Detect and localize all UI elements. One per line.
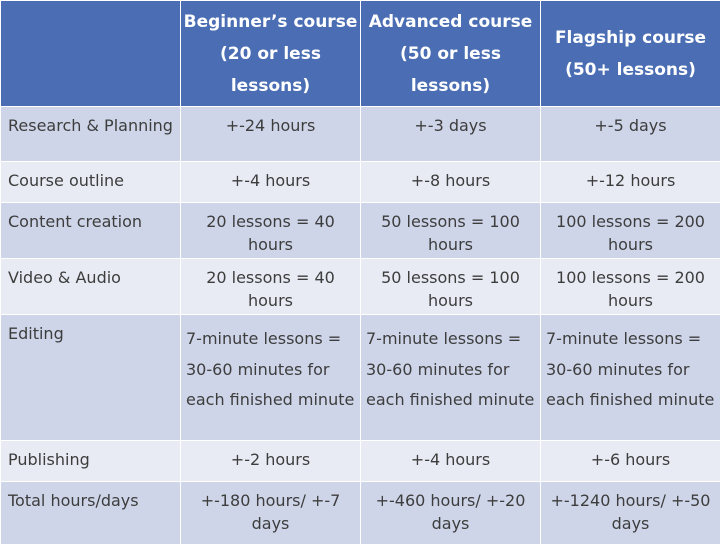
cell-flagship: +-6 hours <box>541 441 720 482</box>
cell-advanced: +-460 hours/ +-20 days <box>361 482 541 545</box>
cell-advanced: 7-minute lessons = 30-60 minutes for each finished minute <box>361 315 541 441</box>
header-corner-cell <box>1 1 181 107</box>
table-row <box>1 162 720 203</box>
header-flagship-course: Flagship course (50+ lessons) <box>541 1 720 107</box>
cell-advanced: +-8 hours <box>361 162 541 203</box>
row-label-publishing: Publishing <box>1 441 181 482</box>
cell-beginner: +-180 hours/ +-7 days <box>181 482 361 545</box>
table-row <box>1 315 720 441</box>
cell-advanced: 50 lessons = 100 hours <box>361 259 541 315</box>
cell-flagship: 7-minute lessons = 30-60 minutes for each finished minute <box>541 315 720 441</box>
cell-beginner: +-24 hours <box>181 107 361 162</box>
header-advanced-course: Advanced course (50 or less lessons) <box>361 1 541 107</box>
cell-beginner: 7-minute lessons = 30-60 minutes for each finished minute <box>181 315 361 441</box>
table-row <box>1 441 720 482</box>
header-beginner-course: Beginner’s course (20 or less lessons) <box>181 1 361 107</box>
cell-flagship: +-1240 hours/ +-50 days <box>541 482 720 545</box>
table-row <box>1 482 720 545</box>
cell-flagship: +-5 days <box>541 107 720 162</box>
table-row <box>1 107 720 162</box>
row-label-course-outline: Course outline <box>1 162 181 203</box>
cell-advanced: +-4 hours <box>361 441 541 482</box>
row-label-content-creation: Content creation <box>1 203 181 259</box>
table-row <box>1 203 720 259</box>
row-label-editing: Editing <box>1 315 181 441</box>
cell-beginner: 20 lessons = 40 hours <box>181 259 361 315</box>
cell-flagship: 100 lessons = 200 hours <box>541 259 720 315</box>
row-label-video-audio: Video & Audio <box>1 259 181 315</box>
table-header-row <box>1 1 720 107</box>
row-label-total-hours-days: Total hours/days <box>1 482 181 545</box>
cell-beginner: 20 lessons = 40 hours <box>181 203 361 259</box>
cell-beginner: +-4 hours <box>181 162 361 203</box>
table-row <box>1 259 720 315</box>
cell-flagship: +-12 hours <box>541 162 720 203</box>
cell-beginner: +-2 hours <box>181 441 361 482</box>
row-label-research-planning: Research & Planning <box>1 107 181 162</box>
cell-advanced: 50 lessons = 100 hours <box>361 203 541 259</box>
cell-advanced: +-3 days <box>361 107 541 162</box>
cell-flagship: 100 lessons = 200 hours <box>541 203 720 259</box>
